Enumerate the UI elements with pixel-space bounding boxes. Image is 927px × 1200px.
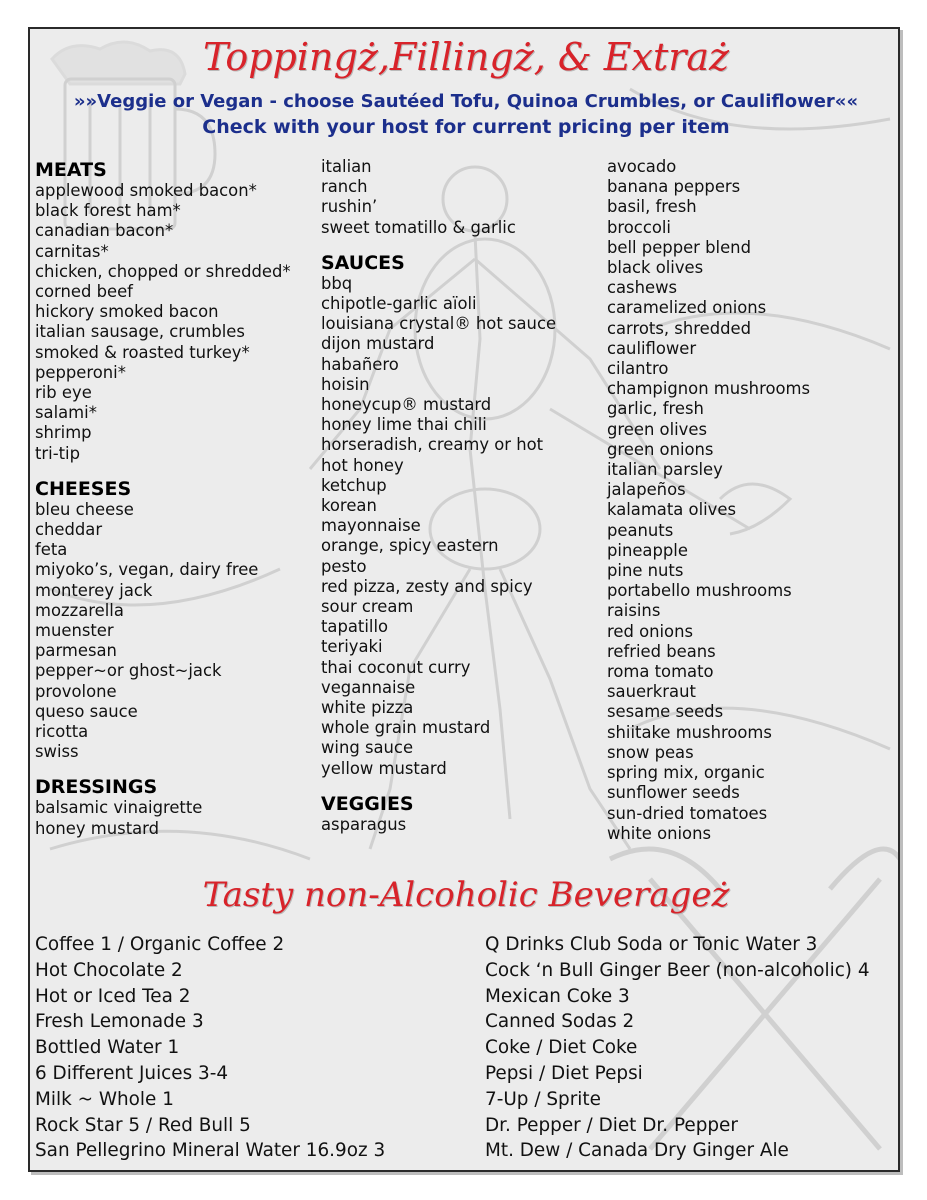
menu-item: italian sausage, crumbles <box>35 322 245 342</box>
menu-item: bbq <box>321 273 353 293</box>
menu-item: hoisin <box>321 374 370 394</box>
menu-item: honey mustard <box>35 818 160 838</box>
menu-item: pineapple <box>607 540 688 560</box>
menu-item: teriyaki <box>321 637 383 657</box>
menu-item: 7-Up / Sprite <box>485 1088 601 1110</box>
menu-item: Rock Star 5 / Red Bull 5 <box>35 1114 251 1136</box>
menu-item: pine nuts <box>607 561 684 581</box>
menu-item: shrimp <box>35 423 92 443</box>
menu-item: green olives <box>607 419 708 439</box>
veggies-continued-list <box>607 157 810 844</box>
menu-item: San Pellegrino Mineral Water 16.9oz 3 <box>35 1140 386 1162</box>
menu-item: raisins <box>607 601 661 621</box>
menu-item: Fresh Lemonade 3 <box>35 1011 204 1033</box>
beverages-left-column <box>35 932 385 1164</box>
menu-item: bell pepper blend <box>607 237 751 257</box>
menu-item: habañero <box>321 354 399 374</box>
menu-item: honey lime thai chili <box>321 415 487 435</box>
menu-item: Mexican Coke 3 <box>485 985 630 1007</box>
menu-item: ketchup <box>321 475 387 495</box>
menu-item: dijon mustard <box>321 334 435 354</box>
menu-item: black forest ham* <box>35 201 181 221</box>
menu-item: spring mix, organic <box>607 763 765 783</box>
menu-item: banana peppers <box>607 177 741 197</box>
menu-column-2 <box>321 157 556 835</box>
menu-item: carrots, shredded <box>607 318 751 338</box>
menu-item: mozzarella <box>35 600 124 620</box>
menu-item: Pepsi / Diet Pepsi <box>485 1062 643 1084</box>
menu-item: cheddar <box>35 520 103 540</box>
menu-item: parmesan <box>35 641 117 661</box>
menu-item: italian parsley <box>607 460 723 480</box>
menu-item: korean <box>321 496 377 516</box>
menu-item: provolone <box>35 681 117 701</box>
cheeses-list <box>35 500 291 763</box>
menu-item: Q Drinks Club Soda or Tonic Water 3 <box>485 934 818 955</box>
dressings-list <box>35 798 291 838</box>
menu-item: jalapeños <box>607 480 686 500</box>
menu-item: Coffee 1 / Organic Coffee 2 <box>35 934 285 955</box>
menu-item: vegannaise <box>321 677 416 697</box>
menu-item: Bottled Water 1 <box>35 1037 180 1059</box>
menu-item: orange, spicy eastern <box>321 536 499 556</box>
menu-item: shiitake mushrooms <box>607 722 772 742</box>
menu-column-3 <box>607 157 810 844</box>
beverages-title: Tasty non-Alcoholic Beverageż <box>202 875 730 915</box>
menu-item: honeycup® mustard <box>321 395 492 415</box>
menu-item: balsamic vinaigrette <box>35 798 203 818</box>
menu-item: Hot Chocolate 2 <box>35 959 183 981</box>
pricing-note: Check with your host for current pricing per item <box>202 116 730 138</box>
menu-item: red pizza, zesty and spicy <box>321 576 533 596</box>
menu-item: cilantro <box>607 359 669 379</box>
menu-item: basil, fresh <box>607 197 697 217</box>
menu-item: tri-tip <box>35 443 81 463</box>
menu-item: Mt. Dew / Canada Dry Ginger Ale <box>485 1140 789 1162</box>
menu-item: sunflower seeds <box>607 783 740 803</box>
menu-item: rushin’ <box>321 197 378 217</box>
beverages-right-column <box>485 932 870 1164</box>
menu-item: queso sauce <box>35 701 138 721</box>
menu-item: pepper~or ghost~jack <box>35 661 222 681</box>
menu-item: sun-dried tomatoes <box>607 803 768 823</box>
menu-item: caramelized onions <box>607 298 767 318</box>
menu-column-1 <box>35 157 291 839</box>
menu-item: sesame seeds <box>607 702 724 722</box>
menu-item: wing sauce <box>321 738 414 758</box>
menu-item: corned beef <box>35 282 133 302</box>
sauces-list <box>321 274 556 779</box>
section-heading-meats: MEATS <box>35 159 107 181</box>
menu-item: snow peas <box>607 742 694 762</box>
menu-item: smoked & roasted turkey* <box>35 342 250 362</box>
menu-item: pepperoni* <box>35 362 126 382</box>
menu-item: kalamata olives <box>607 500 736 520</box>
menu-item: chicken, chopped or shredded* <box>35 261 291 281</box>
menu-item: hickory smoked bacon <box>35 302 219 322</box>
menu-item: cauliflower <box>607 338 697 358</box>
menu-item: cashews <box>607 278 678 298</box>
menu-item: asparagus <box>321 814 407 834</box>
menu-item: broccoli <box>607 217 671 237</box>
menu-item: 6 Different Juices 3-4 <box>35 1062 229 1084</box>
menu-item: monterey jack <box>35 580 153 600</box>
menu-item: carnitas* <box>35 241 109 261</box>
menu-item: whole grain mustard <box>321 718 491 738</box>
menu-item: tapatillo <box>321 617 389 637</box>
menu-item: Canned Sodas 2 <box>485 1011 635 1033</box>
menu-item: refried beans <box>607 641 716 661</box>
menu-page <box>28 27 900 1172</box>
menu-item: white pizza <box>321 698 414 718</box>
menu-item: portabello mushrooms <box>607 581 792 601</box>
menu-item: chipotle-garlic aïoli <box>321 294 477 314</box>
menu-item: thai coconut curry <box>321 657 471 677</box>
menu-item: Hot or Iced Tea 2 <box>35 985 191 1007</box>
menu-item: red onions <box>607 621 694 641</box>
menu-item: swiss <box>35 742 79 762</box>
menu-item: sour cream <box>321 597 414 617</box>
section-heading-dressings: DRESSINGS <box>35 776 158 799</box>
menu-item: sweet tomatillo & garlic <box>321 217 516 237</box>
menu-item: Milk ~ Whole 1 <box>35 1088 174 1110</box>
veggies-list <box>321 815 556 835</box>
section-heading-sauces: SAUCES <box>321 251 405 274</box>
menu-item: applewood smoked bacon* <box>35 181 257 200</box>
menu-item: sauerkraut <box>607 682 696 702</box>
menu-item: feta <box>35 540 68 560</box>
menu-item: rib eye <box>35 383 92 403</box>
menu-item: canadian bacon* <box>35 221 174 241</box>
dressings-continued-list <box>321 157 556 238</box>
menu-item: salami* <box>35 403 97 423</box>
menu-item: green onions <box>607 439 714 459</box>
section-heading-veggies: VEGGIES <box>321 792 414 815</box>
menu-item: yellow mustard <box>321 758 447 778</box>
veggie-vegan-note: »»Veggie or Vegan - choose Sautéed Tofu, Quinoa Crumbles, or Cauliflower«« <box>73 91 859 112</box>
toppings-title: Toppingż,Fillingż, & Extraż <box>202 35 730 79</box>
meats-list <box>35 181 291 464</box>
menu-item: mayonnaise <box>321 516 421 536</box>
menu-item: garlic, fresh <box>607 399 704 419</box>
menu-item: ricotta <box>35 722 89 742</box>
menu-item: bleu cheese <box>35 499 134 519</box>
menu-item: muenster <box>35 621 114 641</box>
menu-item: horseradish, creamy or hot <box>321 435 544 455</box>
section-heading-cheeses: CHEESES <box>35 477 132 500</box>
menu-item: black olives <box>607 258 704 278</box>
menu-item: roma tomato <box>607 662 714 682</box>
menu-item: italian <box>321 157 372 176</box>
menu-item: champignon mushrooms <box>607 379 811 399</box>
menu-item: pesto <box>321 556 367 576</box>
menu-item: Dr. Pepper / Diet Dr. Pepper <box>485 1114 738 1136</box>
menu-item: Coke / Diet Coke <box>485 1037 638 1059</box>
menu-item: louisiana crystal® hot sauce <box>321 314 557 334</box>
menu-item: avocado <box>607 157 677 176</box>
menu-item: hot honey <box>321 455 404 475</box>
menu-item: white onions <box>607 823 711 843</box>
menu-item: peanuts <box>607 520 674 540</box>
menu-item: miyoko’s, vegan, dairy free <box>35 560 259 580</box>
menu-item: Cock ‘n Bull Ginger Beer (non-alcoholic) 4 <box>485 959 870 981</box>
menu-item: ranch <box>321 177 368 197</box>
